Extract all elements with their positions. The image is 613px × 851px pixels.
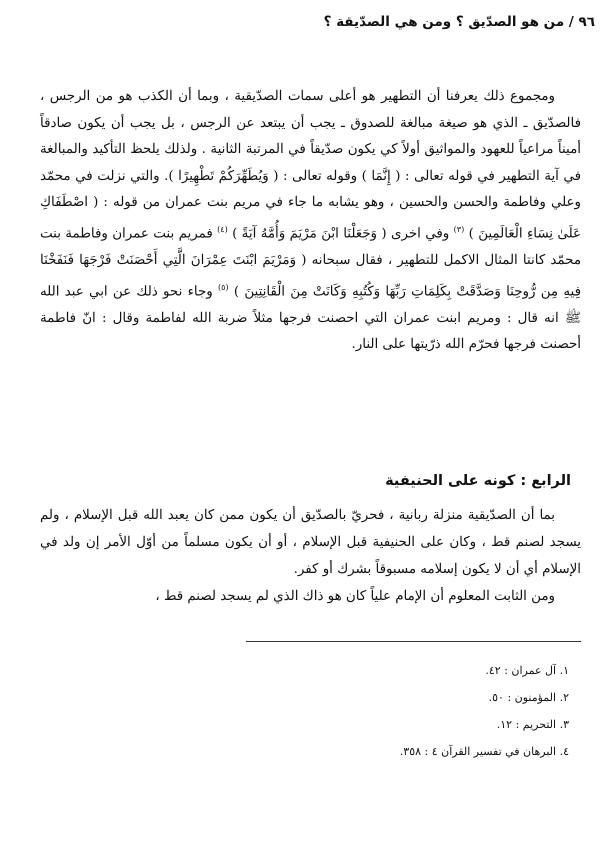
section-heading: الرابع : كونه على الحنيفية bbox=[385, 473, 571, 489]
footnote-ref-3: (٣) bbox=[453, 224, 465, 234]
paragraph-1 bbox=[40, 84, 581, 359]
page-header: ٩٦ / من هو الصدّيق ؟ ومن هي الصدّيقة ؟ bbox=[323, 14, 595, 30]
footnote-ref-4: (٤) bbox=[217, 224, 228, 234]
footnote-4: ٤. البرهان في تفسير القرآن ٤ : ٣٥٨. bbox=[399, 745, 569, 758]
footnote-3: ٣. التحريم : ١٢. bbox=[496, 718, 569, 731]
footnote-ref-5: (٥) bbox=[218, 282, 229, 292]
section-fourth bbox=[40, 468, 581, 610]
footnote-divider bbox=[246, 641, 581, 642]
footnote-2: ٢. المؤمنون : ٥٠. bbox=[488, 691, 569, 704]
paragraph-3: ومن الثابت المعلوم أن الإمام علياً كان هو ذاك الذي لم يسجد لصنم قط ، bbox=[155, 589, 555, 604]
paragraph-1-part-b: وفي اخرى ( وَجَعَلْنَا ابْنَ مَرْيَمَ وَأُمَّهُ آيَةً ) bbox=[227, 226, 454, 242]
footnotes bbox=[400, 657, 569, 765]
paragraph-2: بما أن الصدّيقية منزلة ربانية ، فحريّ بالصدّيق أن يكون ممن كان يعبد الله قبل الإسلام ، ولم يسجد لصنم قط ، وكان على الحنيفية قبل الإسلام ، أو أن يكون مسلماً من أوّل الأمر إن ولد في الإسلام أي أن لا يكون إسلامه مسبوقاً بشرك أو كفر. bbox=[40, 508, 581, 577]
paragraph-1-part-c: فمريم بنت عمران وفاطمة بنت محمّد كانتا المثال الاكمل للتطهير ، فقال سبحانه ( وَمَرْيَمَ ابْنَتَ عِمْرَانَ الَّتِي أَحْصَنَتْ فَرْجَهَا فَنَفَخْنَا فِيهِ مِن رُّوحِنَا وَصَدَّقَتْ بِكَلِمَاتِ رَبِّهَا وَكُتُبِهِ وَكَانَتْ مِنَ الْقَانِتِينَ ) bbox=[40, 226, 581, 300]
paragraph-1-part-d: وجاء نحو ذلك عن ابي عبد الله ﷺ انه قال : ومريم ابنت عمران التي احصنت فرجها مثلاً ضربة الله لفاطمة وقال : انّ فاطمة أحصنت فرجها فحرّم الله ذرّيتها على النار. bbox=[40, 284, 581, 353]
footnote-1: ١. آل عمران : ٤٢. bbox=[485, 664, 569, 677]
main-text bbox=[40, 84, 581, 359]
paragraph-1-part-a: ومجموع ذلك يعرفنا أن التطهير هو أعلى سمات الصدّيقية ، وبما أن الكذب هو من الرجس ، فالصدّيق ـ الذي هو صيغة مبالغة للصدوق ـ يجب أن يبتعد عن الرجس ، بل يجب أن يكون صادقاً أميناً مراعياً للعهود والمواثيق أولاً كي يكون صدّيقاً في المرتبة الثانية . ولذلك يلحظ التأكيد والمبالغة في آية التطهير في قوله تعالى : ( إِنَّمَا ) وقوله تعالى : ( وَيُطَهِّرَكُمْ تَطْهِيرًا ). والتي نزلت في محمّد وعلي وفاطمة والحسن والحسين ، وهو يشابه ما جاء في مريم بنت عمران من قوله : ( اصْطَفَاكِ عَلَىٰ نِسَاءِ الْعَالَمِينَ ) bbox=[40, 89, 581, 242]
